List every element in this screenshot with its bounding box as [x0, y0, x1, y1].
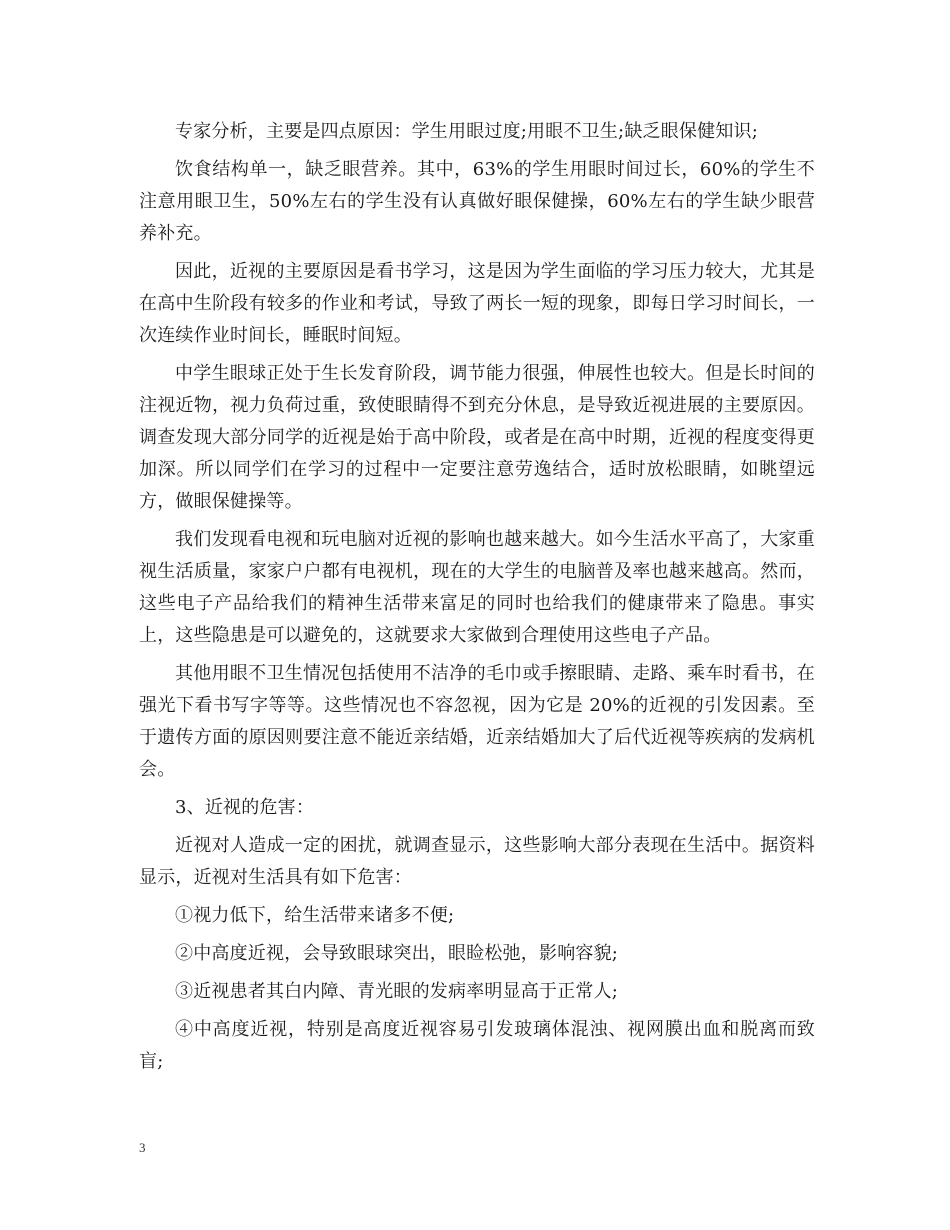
list-item-harm-4: ④中高度近视，特别是高度近视容易引发玻璃体混浊、视网膜出血和脱离而致盲; — [139, 1019, 815, 1072]
paragraph-other-hygiene: 其他用眼不卫生情况包括使用不洁净的毛巾或手擦眼睛、走路、乘车时看书，在强光下看书写字等等。这些情况也不容忽视，因为它是 20%的近视的引发因素。至于遗传方面的原因则要注意不能近亲结婚，近亲结婚加大了后代近视等疾病的发病机会。 — [139, 663, 815, 780]
paragraph-diet-structure: 饮食结构单一，缺乏眼营养。其中，63%的学生用眼时间过长，60%的学生不注意用眼卫生，50%左右的学生没有认真做好眼保健操，60%左右的学生缺少眼营养补充。 — [139, 159, 815, 244]
paragraph-harms-intro: 近视对人造成一定的困扰，就调查显示，这些影响大部分表现在生活中。据资料显示，近视对生活具有如下危害： — [139, 835, 815, 888]
page-number: 3 — [139, 1140, 146, 1155]
paragraph-main-cause: 因此，近视的主要原因是看书学习，这是因为学生面临的学习压力较大，尤其是在高中生阶段有较多的作业和考试，导致了两长一短的现象，即每日学习时间长，一次连续作业时间长，睡眠时间短。 — [139, 261, 815, 346]
section-heading-harms: 3、近视的危害： — [175, 797, 315, 818]
paragraph-tv-computer: 我们发现看电视和玩电脑对近视的影响也越来越大。如今生活水平高了，大家重视生活质量，家家户户都有电视机，现在的大学生的电脑普及率也越来越高。然而，这些电子产品给我们的精神生活带来富足的同时也给我们的健康带来了隐患。事实上，这些隐患是可以避免的，这就要求大家做到合理使用这些电子产品。 — [139, 529, 815, 646]
list-item-harm-3: ③近视患者其白内障、青光眼的发病率明显高于正常人; — [175, 981, 619, 1002]
list-item-harm-2: ②中高度近视，会导致眼球突出，眼睑松弛，影响容貌; — [175, 943, 619, 964]
paragraph-expert-analysis: 专家分析，主要是四点原因：学生用眼过度;用眼不卫生;缺乏眼保健知识; — [175, 121, 758, 142]
document-body — [139, 116, 815, 1084]
paragraph-eye-development: 中学生眼球正处于生长发育阶段，调节能力很强，伸展性也较大。但是长时间的注视近物，视力负荷过重，致使眼睛得不到充分休息，是导致近视进展的主要原因。调查发现大部分同学的近视是始于高中阶段，或者是在高中时期，近视的程度变得更加深。所以同学们在学习的过程中一定要注意劳逸结合，适时放松眼睛，如眺望远方，做眼保健操等。 — [139, 363, 815, 512]
list-item-harm-1: ①视力低下，给生活带来诸多不便; — [175, 905, 455, 926]
